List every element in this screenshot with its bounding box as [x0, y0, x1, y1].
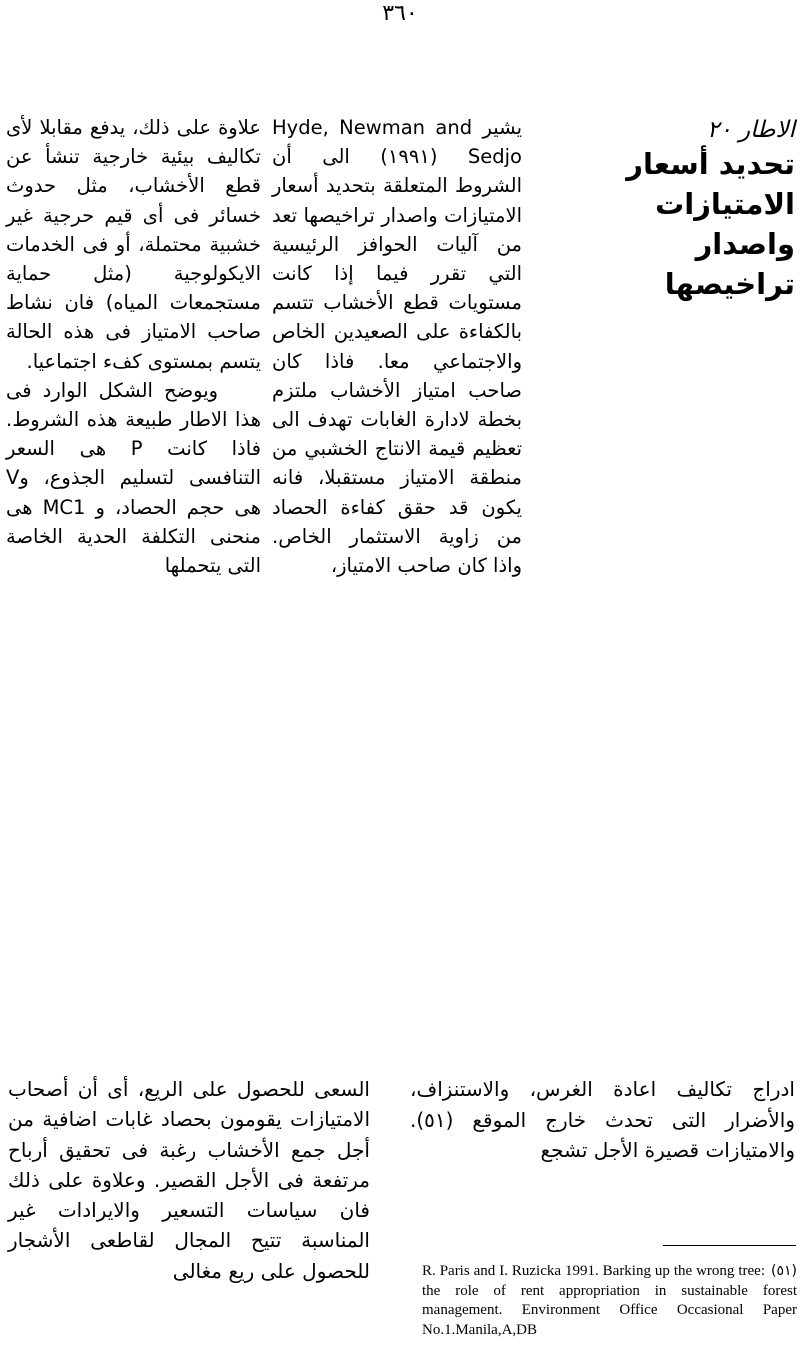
footnote — [422, 1262, 797, 1340]
bottom-right-column-text: ادراج تكاليف اعادة الغرس، والاستنزاف، والأضرار التى تحدث خارج الموقع (٥١). والامتيازات قصيرة الأجل تشجع — [410, 1077, 795, 1162]
footnote-divider — [663, 1245, 796, 1246]
bottom-left-column — [8, 1074, 370, 1286]
bottom-right-column — [410, 1074, 795, 1166]
left-column-paragraph-2: ويوضح الشكل الوارد فى هذا الاطار طبيعة هذه الشروط. فاذا كانت P هى السعر التنافسى لتسليم الجذوع، وV هى حجم الحصاد، و MC1 هى منحنى التكلفة الحدية الخاصة التى يتحملها — [6, 378, 261, 578]
middle-column-text: يشير Hyde, Newman and Sedjo (١٩٩١) الى أن الشروط المتعلقة بتحديد أسعار الامتيازات واصدار تراخيصها تعد من آليات الحوافز الرئيسية التي تقرر فيما إذا كانت مستويات قطع الأخشاب تتسم بالكفاءة على الصعيدين الخاص والاجتماعي معا. فاذا كان صاحب امتياز الأخشاب ملتزم بخطة لادارة الغابات تهدف الى تعظيم قيمة الانتاج الخشبي من منطقة الامتياز مستقبلا، فانه يكون قد حقق كفاءة الحصاد من زاوية الاستثمار الخاص. واذا كان صاحب الامتياز، — [272, 116, 522, 578]
box-label: الاطار ٢٠ — [707, 117, 795, 143]
page-number: ٣٦٠ — [382, 1, 418, 26]
middle-column — [272, 113, 522, 580]
footnote-marker: (٥١) — [771, 1263, 797, 1279]
box-title: تحديد أسعار الامتيازات واصدار تراخيصها — [626, 147, 795, 301]
bottom-left-column-text: السعى للحصول على الريع، أى أن أصحاب الامتيازات يقومون بحصاد غابات اضافية من أجل جمع الأخشاب رغبة فى تحقيق أرباح مرتفعة فى الأجل القصير. وعلاوة على ذلك فان سياسات التسعير والايرادات غير المناسبة تتيح المجال لقاطعى الأشجار للحصول على ريع مغالى — [8, 1077, 370, 1283]
left-column-paragraph-1: علاوة على ذلك، يدفع مقابلا لأى تكاليف بيئية خارجية تنشأ عن قطع الأخشاب، مثل حدوث خسائر فى أى قيم حرجية غير خشبية محتملة، أو فى الخدمات الايكولوجية (مثل حماية مستجمعات المياه) فان نشاط صاحب الامتياز فى هذه الحالة يتسم بمستوى كفء اجتماعيا. — [6, 116, 261, 373]
footnote-text: R. Paris and I. Ruzicka 1991. Barking up the wrong tree: the role of rent appropriation in sustainable forest management. Environment Office Occasional Paper No.1.Manila,A,DB — [422, 1263, 797, 1338]
left-column — [6, 113, 261, 580]
